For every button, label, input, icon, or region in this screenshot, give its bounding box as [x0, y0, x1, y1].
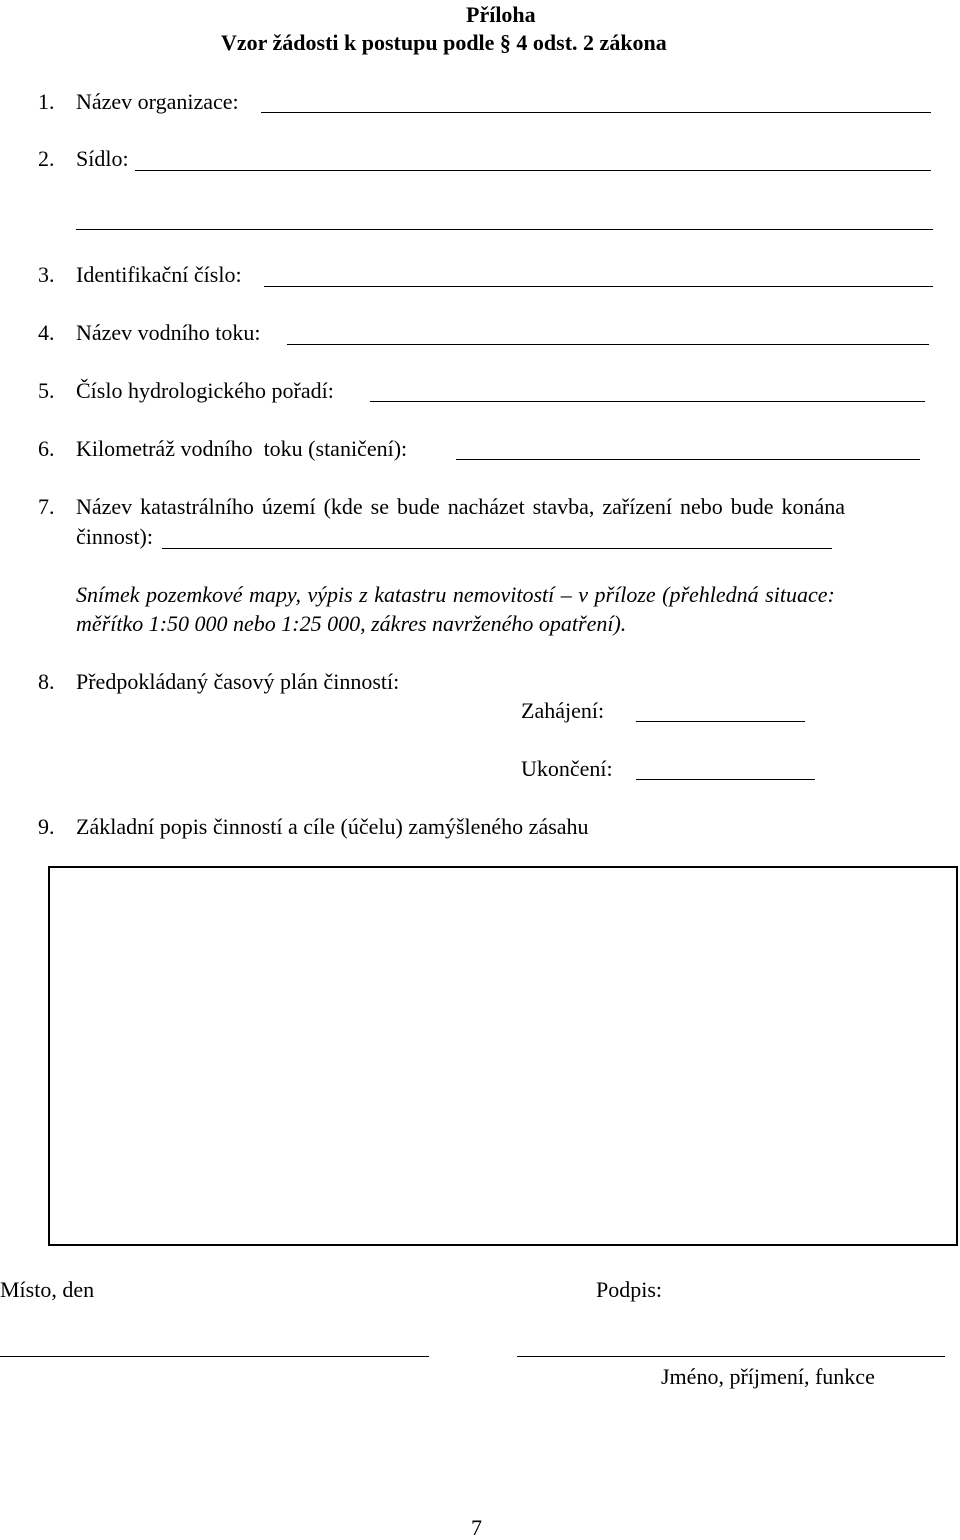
- item-7-label: Název katastrálního území (kde se bude nacházet stavba, zařízení nebo bude konána: [76, 494, 846, 519]
- attachment-note-line-2: měřítko 1:50 000 nebo 1:25 000, zákres navrženého opatření).: [76, 611, 627, 636]
- cadastral-area-field[interactable]: [162, 548, 832, 549]
- item-8-label: Předpokládaný časový plán činností:: [76, 669, 400, 694]
- item-1-label: Název organizace:: [76, 89, 239, 114]
- item-4-label: Název vodního toku:: [76, 320, 261, 345]
- end-date-field[interactable]: [636, 779, 815, 780]
- item-7-label-continued: činnost):: [76, 524, 153, 549]
- item-4-number: 4.: [38, 320, 55, 345]
- item-5-number: 5.: [38, 378, 55, 403]
- form-subtitle: Vzor žádosti k postupu podle § 4 odst. 2 zákona: [221, 30, 667, 55]
- appendix-title: Příloha: [466, 2, 536, 27]
- identification-number-field[interactable]: [264, 286, 933, 287]
- start-date-field[interactable]: [636, 721, 805, 722]
- hydrological-order-field[interactable]: [370, 401, 925, 402]
- attachment-note-line-1: Snímek pozemkové mapy, výpis z katastru nemovitostí – v příloze (přehledná situace:: [76, 582, 835, 607]
- item-7-number: 7.: [38, 494, 55, 519]
- item-2-label: Sídlo:: [76, 146, 129, 171]
- item-8-number: 8.: [38, 669, 55, 694]
- watercourse-name-field[interactable]: [287, 344, 929, 345]
- organization-name-field[interactable]: [261, 112, 931, 113]
- item-9-label: Základní popis činností a cíle (účelu) zamýšleného zásahu: [76, 814, 589, 839]
- item-5-label: Číslo hydrologického pořadí:: [76, 378, 334, 403]
- end-date-label: Ukončení:: [521, 756, 613, 781]
- place-date-field[interactable]: [0, 1356, 429, 1357]
- seat-field-continued[interactable]: [76, 229, 933, 230]
- item-1-number: 1.: [38, 89, 55, 114]
- description-text-box[interactable]: [48, 866, 958, 1246]
- page-number: 7: [471, 1515, 482, 1540]
- item-2-number: 2.: [38, 146, 55, 171]
- item-3-label: Identifikační číslo:: [76, 262, 242, 287]
- start-date-label: Zahájení:: [521, 698, 605, 723]
- item-3-number: 3.: [38, 262, 55, 287]
- seat-field[interactable]: [135, 170, 931, 171]
- name-position-caption: Jméno, příjmení, funkce: [661, 1364, 875, 1389]
- item-6-number: 6.: [38, 436, 55, 461]
- stationing-field[interactable]: [456, 459, 920, 460]
- item-9-number: 9.: [38, 814, 55, 839]
- signature-field[interactable]: [517, 1356, 945, 1357]
- place-date-label: Místo, den: [0, 1277, 95, 1302]
- signature-label: Podpis:: [596, 1277, 663, 1302]
- item-6-label: Kilometráž vodního toku (staničení):: [76, 436, 408, 461]
